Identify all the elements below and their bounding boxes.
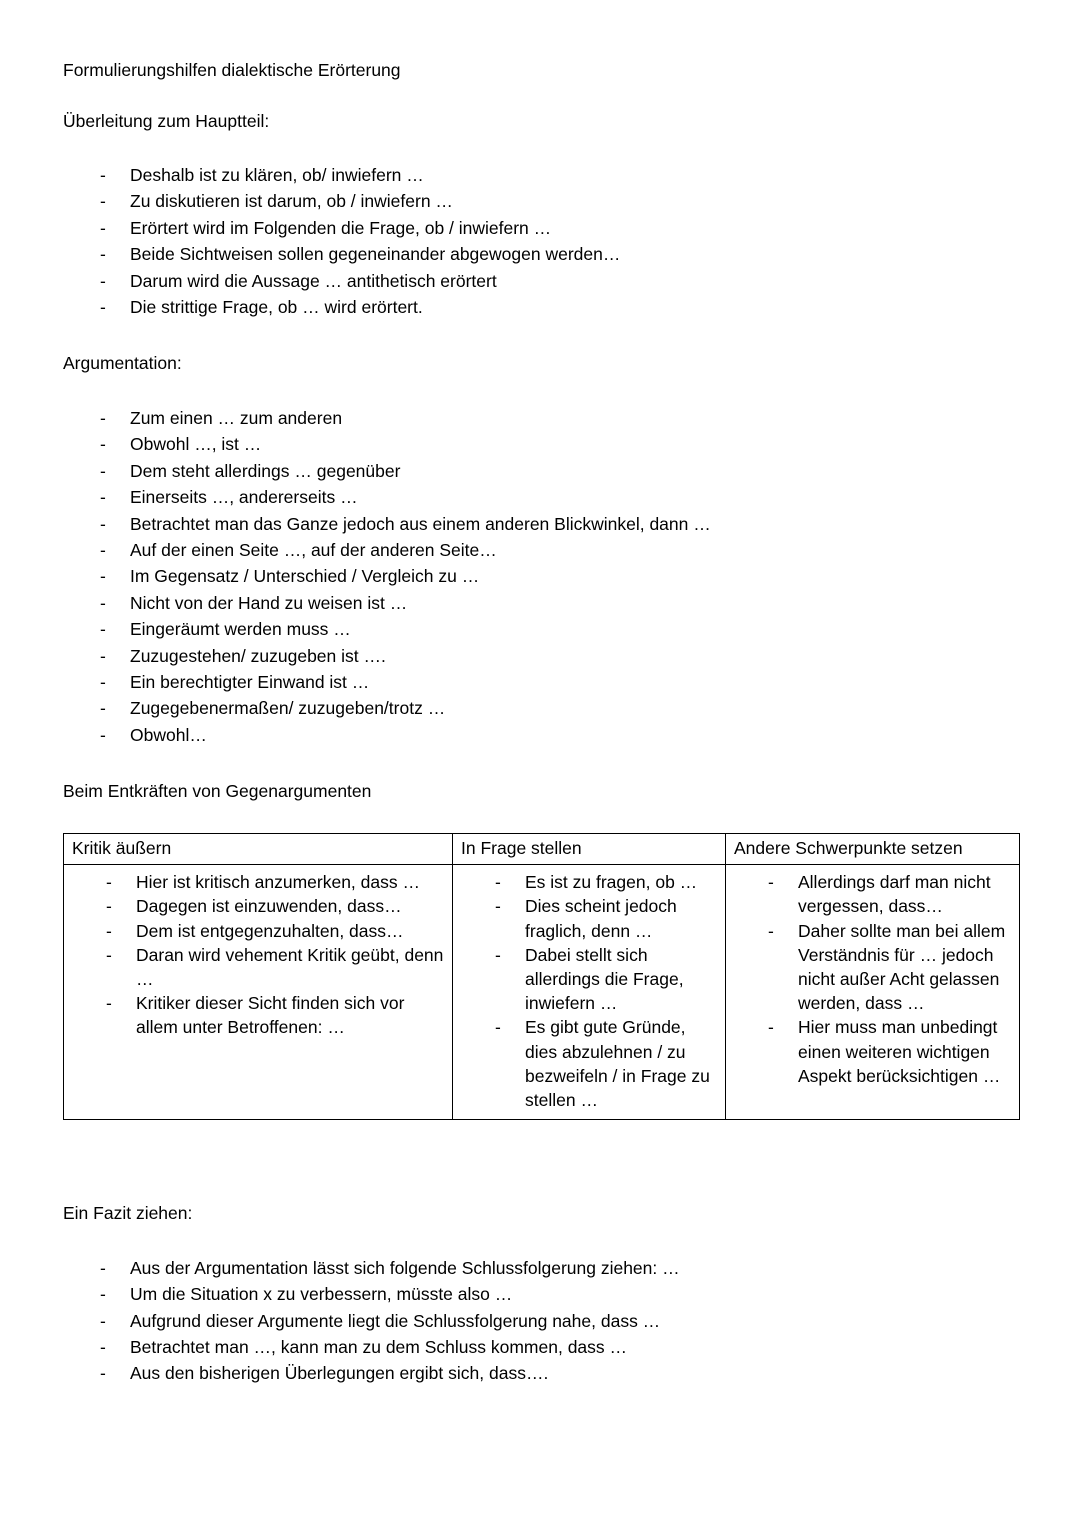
table-row — [64, 865, 1020, 1120]
table-cell-in-frage-stellen — [453, 865, 726, 1120]
list-item: - Deshalb ist zu klären, ob/ inwiefern … — [63, 162, 1019, 188]
spacer — [63, 748, 1019, 783]
list-item: - Kritiker dieser Sicht finden sich vor allem unter Betroffenen: … — [64, 991, 448, 1039]
spacer — [63, 1120, 1019, 1205]
list-item: - Aufgrund dieser Argumente liegt die Schlussfolgerung nahe, dass … — [63, 1308, 1019, 1334]
list-item: - Obwohl… — [63, 722, 1019, 748]
table-header-in-frage-stellen: In Frage stellen — [453, 833, 726, 865]
counterargument-table-wrapper — [63, 833, 1019, 1121]
list-item: - Dagegen ist einzuwenden, dass… — [64, 894, 448, 918]
list-item: - Nicht von der Hand zu weisen ist … — [63, 590, 1019, 616]
table-header-andere-schwerpunkte: Andere Schwerpunkte setzen — [726, 833, 1020, 865]
table-header-kritik-aeussern: Kritik äußern — [64, 833, 453, 865]
list-item: - Aus der Argumentation lässt sich folgende Schlussfolgerung ziehen: … — [63, 1255, 1019, 1281]
counterargument-table — [63, 833, 1020, 1121]
list-item: - Dem ist entgegenzuhalten, dass… — [64, 919, 448, 943]
section-heading-ueberleitung: Überleitung zum Hauptteil: — [63, 110, 270, 131]
list-fazit — [63, 1255, 1019, 1387]
spacer — [63, 801, 1019, 833]
list-item: - Darum wird die Aussage … antithetisch erörtert — [63, 268, 1019, 294]
list-ueberleitung — [63, 162, 1019, 320]
spacer — [63, 1223, 1019, 1255]
spacer — [63, 80, 1019, 113]
list-item: - Betrachtet man …, kann man zu dem Schluss kommen, dass … — [63, 1334, 1019, 1360]
list-argumentation — [63, 405, 1019, 748]
table-cell-kritik-aeussern — [64, 865, 453, 1120]
cell-list — [64, 870, 448, 1095]
list-item: - Ein berechtigter Einwand ist … — [63, 669, 1019, 695]
section-heading-argumentation: Argumentation: — [63, 353, 182, 374]
list-item: - Einerseits …, andererseits … — [63, 484, 1019, 510]
list-item: - Zuzugestehen/ zuzugeben ist …. — [63, 643, 1019, 669]
list-item: - Auf der einen Seite …, auf der anderen Seite… — [63, 537, 1019, 563]
section-heading-fazit: Ein Fazit ziehen: — [63, 1203, 193, 1224]
spacer — [63, 320, 1019, 355]
list-item: - Erörtert wird im Folgenden die Frage, ob / inwiefern … — [63, 215, 1019, 241]
list-item: - Dem steht allerdings … gegenüber — [63, 458, 1019, 484]
list-item: - Aus den bisherigen Überlegungen ergibt sich, dass…. — [63, 1360, 1019, 1386]
cell-list — [453, 870, 721, 1112]
list-item: - Daher sollte man bei allem Verständnis für … jedoch nicht außer Acht gelassen werden, dass … — [726, 919, 1015, 1016]
list-item: - Zugegebenermaßen/ zuzugeben/trotz … — [63, 695, 1019, 721]
list-item: - Um die Situation x zu verbessern, müsste also … — [63, 1281, 1019, 1307]
table-cell-andere-schwerpunkte — [726, 865, 1020, 1120]
list-item: - Hier ist kritisch anzumerken, dass … — [64, 870, 448, 894]
cell-list — [726, 870, 1015, 1088]
spacer — [63, 130, 1019, 162]
document-content — [63, 62, 1019, 1387]
list-item: - Es gibt gute Gründe, dies abzulehnen / zu bezweifeln / in Frage zu stellen … — [453, 1015, 721, 1112]
list-item: - Eingeräumt werden muss … — [63, 616, 1019, 642]
document-title: Formulierungshilfen dialektische Erörterung — [63, 60, 401, 80]
section-heading-entkraeften: Beim Entkräften von Gegenargumenten — [63, 781, 372, 802]
list-item: - Obwohl …, ist … — [63, 431, 1019, 457]
list-item: - Dabei stellt sich allerdings die Frage, inwiefern … — [453, 943, 721, 1016]
spacer — [63, 373, 1019, 405]
list-item: - Es ist zu fragen, ob … — [453, 870, 721, 894]
list-item: - Dies scheint jedoch fraglich, denn … — [453, 894, 721, 942]
list-item: - Allerdings darf man nicht vergessen, dass… — [726, 870, 1015, 918]
list-item: - Beide Sichtweisen sollen gegeneinander abgewogen werden… — [63, 241, 1019, 267]
list-item: - Zu diskutieren ist darum, ob / inwiefern … — [63, 188, 1019, 214]
list-item: - Im Gegensatz / Unterschied / Vergleich zu … — [63, 563, 1019, 589]
list-item: - Betrachtet man das Ganze jedoch aus einem anderen Blickwinkel, dann … — [63, 511, 1019, 537]
list-item: - Daran wird vehement Kritik geübt, denn … — [64, 943, 448, 991]
list-item: - Zum einen … zum anderen — [63, 405, 1019, 431]
table-header-row — [64, 833, 1020, 865]
list-item: - Hier muss man unbedingt einen weiteren wichtigen Aspekt berücksichtigen … — [726, 1015, 1015, 1088]
list-item: - Die strittige Frage, ob … wird erörtert. — [63, 294, 1019, 320]
